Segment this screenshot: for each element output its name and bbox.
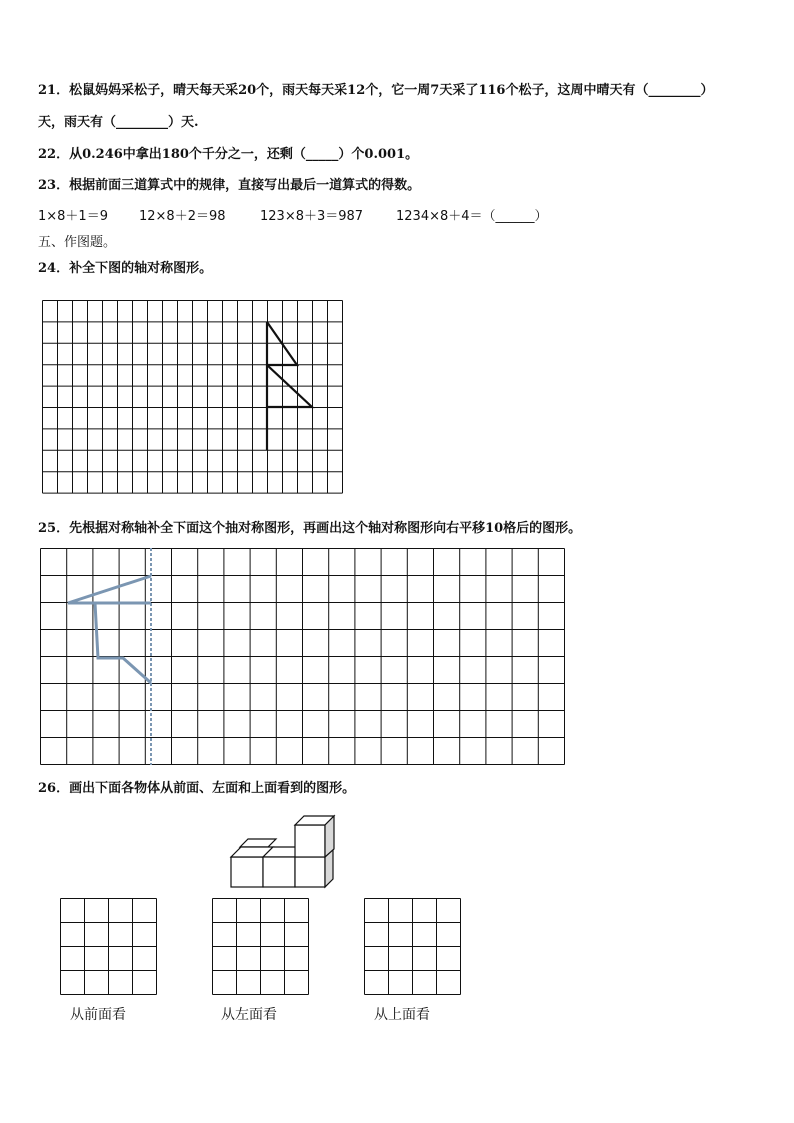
q26-top-view-label: 从上面看 <box>374 1007 430 1023</box>
q25-figure-top <box>68 576 151 603</box>
q25-figure-bottom <box>95 603 151 683</box>
q23-text: 23．根据前面三道算式中的规律，直接写出最后一道算式的得数。 <box>38 178 421 193</box>
q23-equation-4: 1234×8＋4＝（______） <box>396 209 548 224</box>
q26-left-view-grid <box>212 898 311 997</box>
q23-equation-2: 12×8＋2＝98 <box>139 209 226 224</box>
section-five-title: 五、作图题。 <box>38 235 117 250</box>
cube-2-front <box>263 857 295 887</box>
cube-1-top <box>240 839 276 847</box>
q25-text: 25．先根据对称轴补全下面这个抽对称图形，再画出这个轴对称图形向右平移10格后的图形。 <box>38 521 582 536</box>
q26-front-view-label: 从前面看 <box>70 1007 126 1023</box>
q26-text: 26．画出下面各物体从前面、左面和上面看到的图形。 <box>38 781 356 796</box>
q23-equation-3: 123×8＋3＝987 <box>260 209 364 224</box>
cube-1-front <box>231 857 263 887</box>
q24-grid <box>42 300 345 495</box>
cube-4-front <box>295 825 325 857</box>
q26-top-view-grid <box>364 898 463 997</box>
cube-3-front <box>295 857 325 887</box>
q22-text: 22．从0.246中拿出180个千分之一，还剩（_____）个0.001。 <box>38 147 419 162</box>
q26-cube-solid <box>228 812 338 890</box>
q24-text: 24．补全下图的轴对称图形。 <box>38 261 213 276</box>
q26-left-view-label: 从左面看 <box>221 1007 277 1023</box>
q23-equation-1: 1×8＋1＝9 <box>38 209 108 224</box>
q26-front-view-grid <box>60 898 159 997</box>
q25-grid <box>40 548 566 768</box>
q21-line1: 21．松鼠妈妈采松子，晴天每天采20个，雨天每天采12个，它一周7天采了116个松子，这周中晴天有（________） <box>38 83 714 98</box>
q21-line2: 天，雨天有（________）天. <box>38 115 199 130</box>
